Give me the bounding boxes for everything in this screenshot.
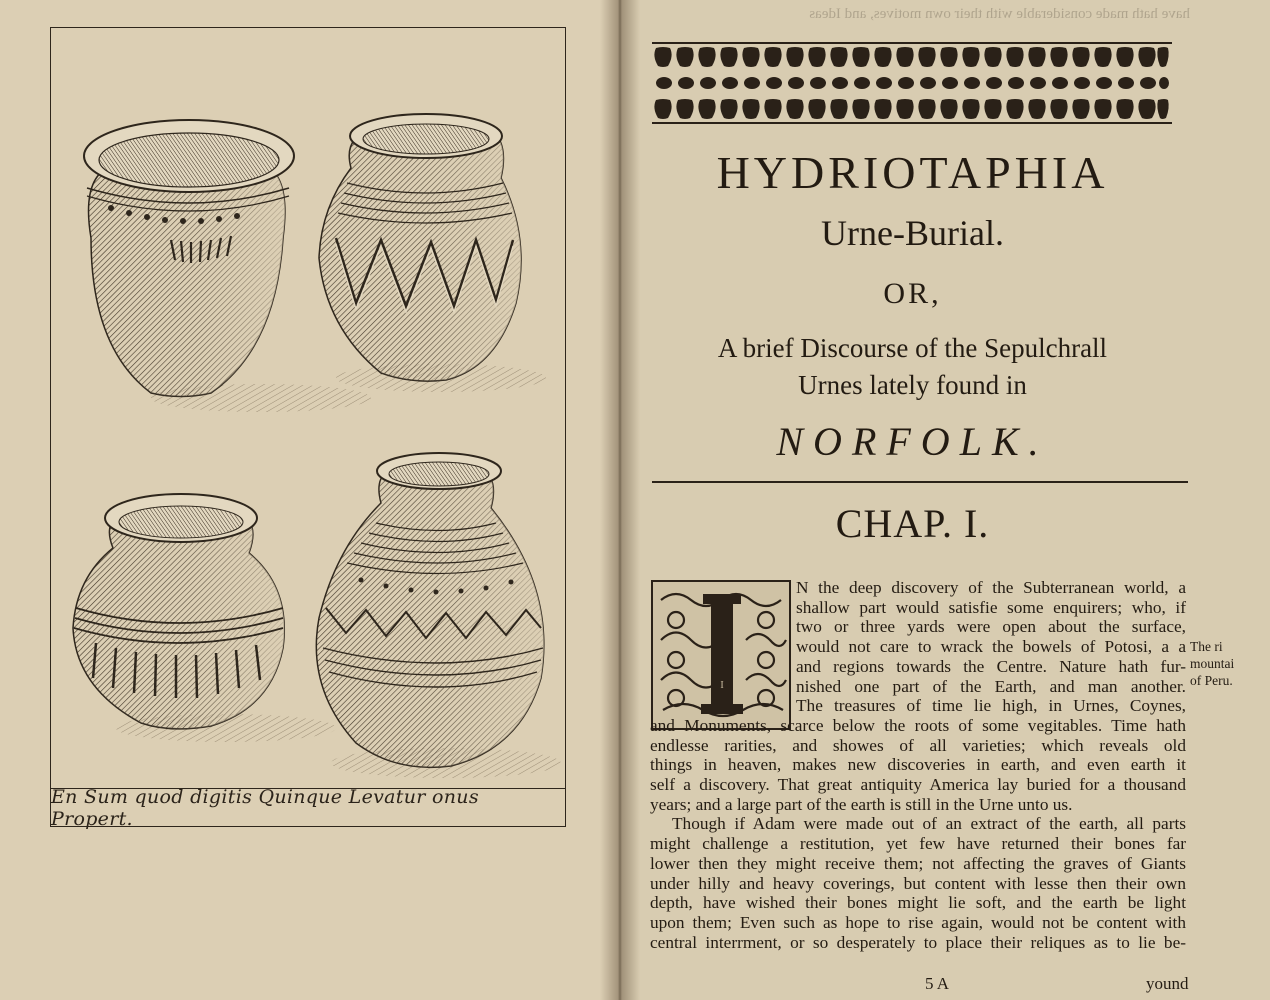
horizontal-rule (652, 481, 1188, 483)
chapter-heading: CHAP. I. (835, 501, 990, 546)
body-line: self a discovery. That great antiquity America lay buried for a thousand (650, 775, 1186, 795)
margin-note (1190, 638, 1270, 689)
body-line: years; and a large part of the earth is still in the Urne unto us. (650, 794, 1073, 814)
body-line: would not care to wrack the bowels of Potosi, a a (796, 637, 1186, 657)
book-subtitle: Urne-Burial. (821, 213, 1004, 253)
body-line: The treasures of time lie high, in Urnes, Coynes, (796, 696, 1186, 716)
body-line: Though if Adam were made out of an extract of the earth, all parts (672, 814, 1186, 834)
title-description (640, 330, 1185, 404)
margin-note-line: mountai (1190, 656, 1235, 671)
body-line: N the deep discovery of the Subterranean world, a (796, 578, 1186, 597)
title-county: NORFOLK. (776, 419, 1049, 464)
signature-mark: 5 A (925, 974, 950, 993)
bleed-through-text: have hath made considerable with their own motives, and Ideas (809, 6, 1190, 22)
printers-ornament (652, 42, 1172, 124)
book-title: HYDRIOTAPHIA (716, 147, 1109, 198)
chapter-body-text (650, 578, 1186, 952)
urn-bottom-left (73, 494, 336, 742)
body-line: under hilly and heavy coverings, but content with lesse then their own (650, 873, 1186, 893)
body-line: things in heaven, makes new discoveries in earth, and even earth it (650, 755, 1186, 775)
urn-top-right (319, 114, 546, 392)
urns-engraving (51, 28, 565, 788)
urn-bottom-right (316, 453, 561, 778)
margin-note-line: The ri (1190, 639, 1223, 654)
margin-note-line: of Peru. (1190, 673, 1233, 688)
engraved-plate (50, 27, 566, 830)
body-line: and regions towards the Centre. Nature hath fur- (796, 656, 1186, 676)
description-line-1: A brief Discourse of the Sepulchrall (717, 333, 1108, 363)
body-line: central interrment, or so desperately to place their reliques as to lie be- (650, 932, 1186, 952)
body-line: shallow part would satisfie some enquirers; who, if (796, 597, 1186, 617)
catchword: yound (1146, 974, 1189, 993)
plate-caption: En Sum quod digitis Quinque Levatur onus Propert. (51, 788, 565, 826)
initial-letter: I (720, 680, 724, 691)
body-line: depth, have wished their bones might lie soft, and the earth be light (650, 893, 1186, 913)
body-line: might challenge a restitution, yet few have returned their bones far (650, 834, 1186, 854)
description-line-2: Urnes lately found in (798, 370, 1027, 400)
body-line: nished one part of the Earth, and man another. (796, 676, 1186, 696)
book-gutter (600, 0, 640, 1000)
title-or: OR, (883, 277, 942, 310)
body-line: two or three yards were open about the surface, (796, 617, 1186, 637)
left-page (0, 0, 618, 1000)
body-line: and Monuments, scarce below the roots of some vegitables. Time hath (650, 715, 1186, 735)
body-line: endlesse rarities, and showes of all varieties; which reveals old (650, 735, 1186, 755)
body-line: upon them; Even such as hope to rise again, would not be content with (650, 912, 1186, 932)
body-line: lower then they might receive them; not affecting the graves of Giants (650, 853, 1186, 873)
